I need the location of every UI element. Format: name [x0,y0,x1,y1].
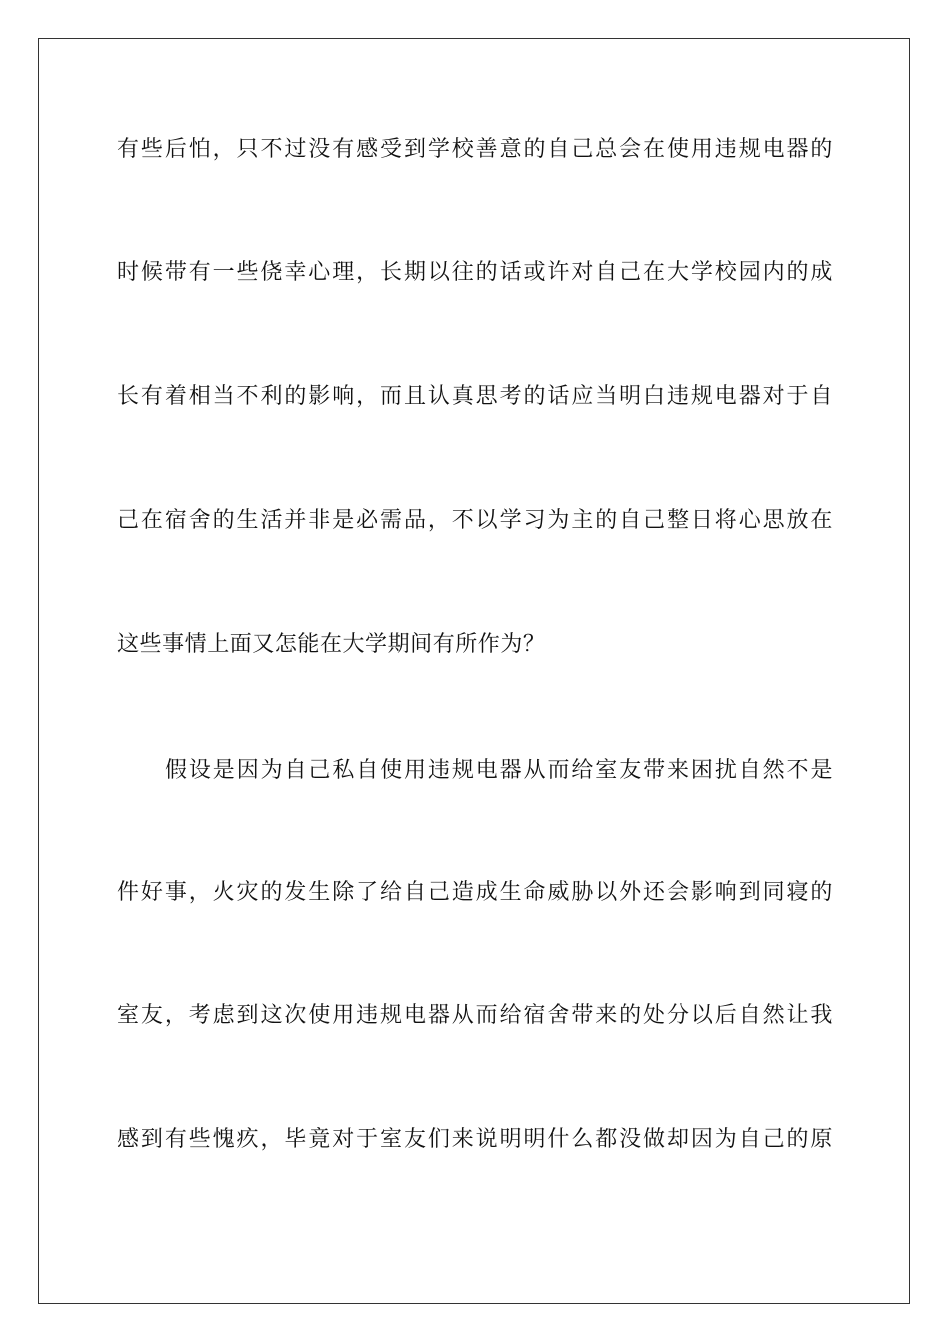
body-text-line: 室友，考虑到这次使用违规电器从而给宿舍带来的处分以后自然让我 [117,1003,833,1028]
body-text-line: 己在宿舍的生活并非是必需品，不以学习为主的自己整日将心思放在 [117,508,833,533]
body-text-line: 时候带有一些侥幸心理，长期以往的话或许对自己在大学校园内的成 [117,260,833,285]
body-text-line: 件好事，火灾的发生除了给自己造成生命威胁以外还会影响到同寝的 [117,880,833,905]
page-border [38,38,910,1304]
body-text-line: 长有着相当不利的影响，而且认真思考的话应当明白违规电器对于自 [117,384,833,409]
paragraph-first-line: 假设是因为自己私自使用违规电器从而给室友带来困扰自然不是 [165,758,833,783]
body-text-line: 有些后怕，只不过没有感受到学校善意的自己总会在使用违规电器的 [117,137,833,162]
body-text-line: 这些事情上面又怎能在大学期间有所作为？ [117,632,546,657]
body-text-line: 感到有些愧疚，毕竟对于室友们来说明明什么都没做却因为自己的原 [117,1127,833,1152]
